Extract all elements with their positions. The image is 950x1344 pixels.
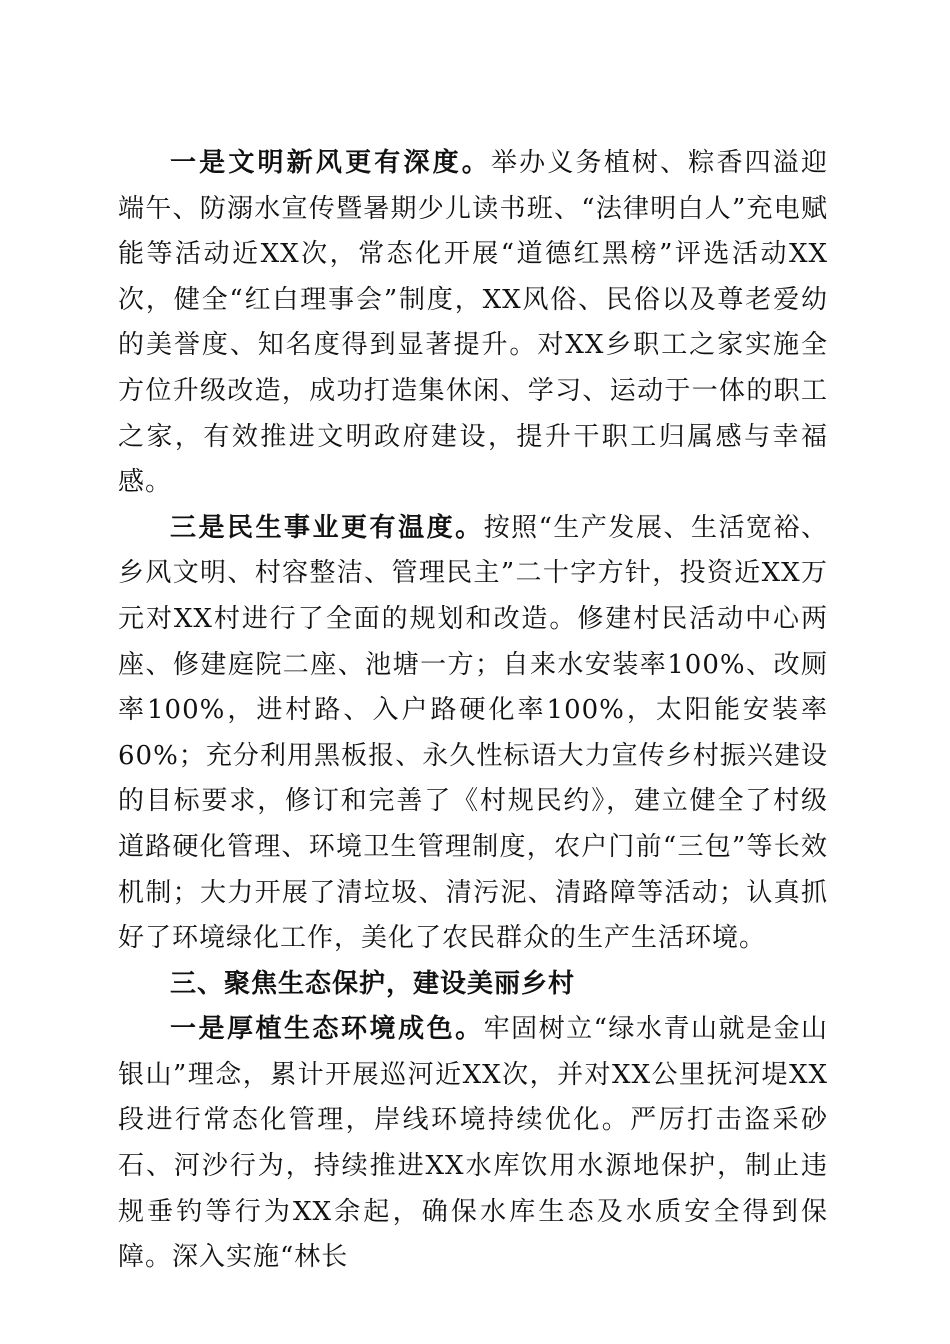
paragraph-livelihood (118, 506, 828, 962)
paragraph-lead: 一是厚植生态环境成色。 (170, 1014, 484, 1045)
paragraph-lead: 三是民生事业更有温度。 (170, 512, 484, 543)
paragraph-ecology (118, 1007, 828, 1281)
paragraph-lead: 一是文明新风更有深度。 (170, 148, 491, 178)
document-body (118, 141, 828, 1281)
paragraph-civilization (118, 141, 828, 506)
paragraph-text: 按照“生产发展、生活宽裕、乡风文明、村容整洁、管理民主”二十字方针，投资近XX万元对XX村进行了全面的规划和改造。修建村民活动中心两座、修建庭院二座、池塘一方；自来水安装率100%、改厕率100%，进村路、入户路硬化率100%，太阳能安装率60%；充分利用黑板报、永久性标语大力宣传乡村振兴建设的目标要求，修订和完善了《村规民约》，建立健全了村级道路硬化管理、环境卫生管理制度，农户门前“三包”等长效机制；大力开展了清垃圾、清污泥、清路障等活动；认真抓好了环境绿化工作，美化了农民群众的生产生活环境。 (118, 512, 828, 954)
paragraph-text: 举办义务植树、粽香四溢迎端午、防溺水宣传暨暑期少儿读书班、“法律明白人”充电赋能等活动近XX次，常态化开展“道德红黑榜”评选活动XX次，健全“红白理事会”制度，XX风俗、民俗以及尊老爱幼的美誉度、知名度得到显著提升。对XX乡职工之家实施全方位升级改造，成功打造集休闲、学习、运动于一体的职工之家，有效推进文明政府建设，提升干职工归属感与幸福感。 (118, 148, 828, 498)
paragraph-text: 牢固树立“绿水青山就是金山银山”理念，累计开展巡河近XX次，并对XX公里抚河堤XX段进行常态化管理，岸线环境持续优化。严厉打击盗采砂石、河沙行为，持续推进XX水库饮用水源地保护，制止违规垂钓等行为XX余起，确保水库生态及水质安全得到保障。深入实施“林长 (118, 1014, 828, 1273)
section-heading: 三、聚焦生态保护，建设美丽乡村 (170, 968, 576, 999)
